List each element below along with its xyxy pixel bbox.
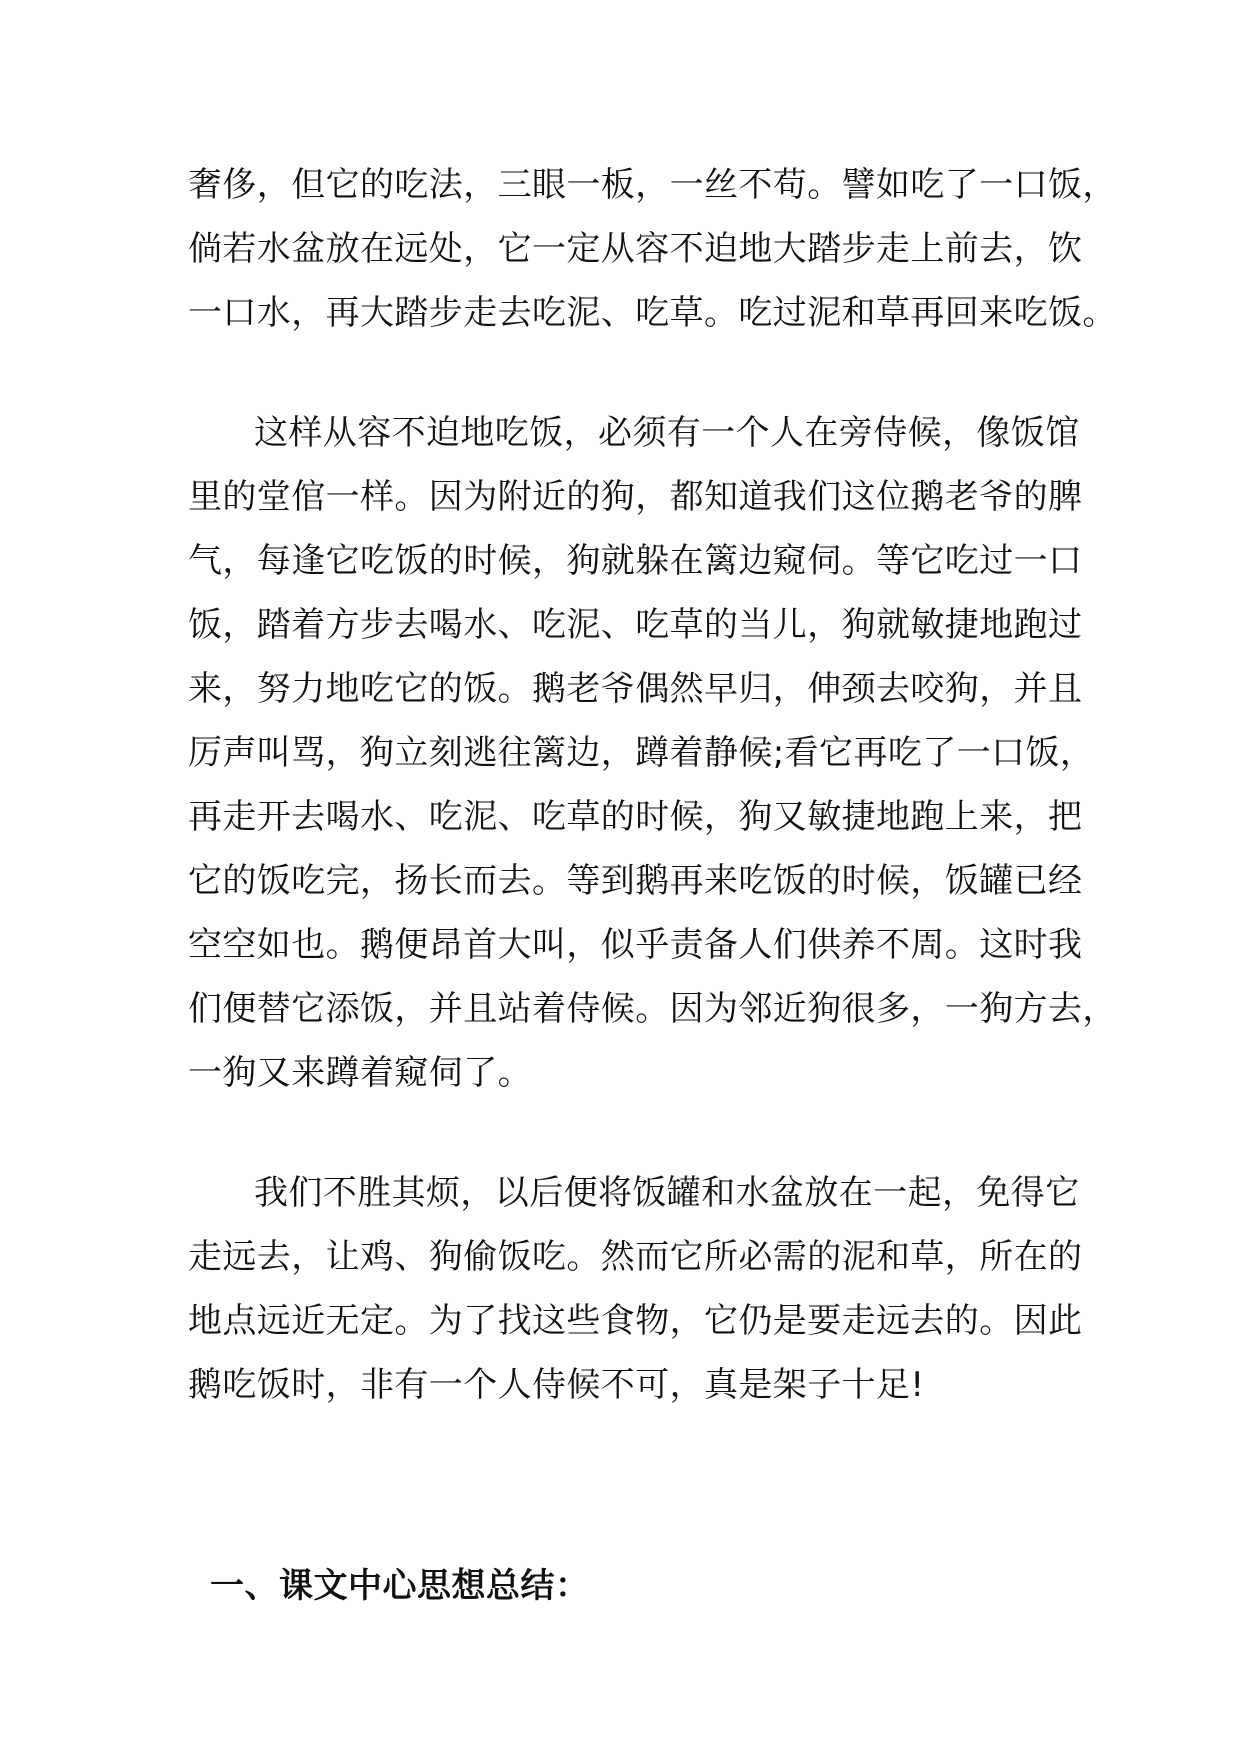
paragraph-3-line-2: 走远去，让鸡、狗偷饭吃。然而它所必需的泥和草，所在的 [188,1237,1083,1277]
paragraph-3-line-1: 我们不胜其烦，以后便将饭罐和水盆放在一起，免得它 [254,1173,1080,1213]
paragraph-1-line-3: 一口水，再大踏步走去吃泥、吃草。吃过泥和草再回来吃饭。 [188,293,1117,333]
paragraph-2-line-4: 饭，踏着方步去喝水、吃泥、吃草的当儿，狗就敏捷地跑过 [188,605,1083,645]
paragraph-2-line-6: 厉声叫骂，狗立刻逃往篱边，蹲着静候;看它再吃了一口饭， [188,733,1095,773]
paragraph-1-line-2: 倘若水盆放在远处，它一定从容不迫地大踏步走上前去，饮 [188,229,1083,269]
paragraph-2-line-10: 们便替它添饭，并且站着侍候。因为邻近狗很多，一狗方去， [188,989,1117,1029]
paragraph-2-line-2: 里的堂倌一样。因为附近的狗，都知道我们这位鹅老爷的脾 [188,477,1083,517]
paragraph-3-line-3: 地点远近无定。为了找这些食物，它仍是要走远去的。因此 [188,1301,1083,1341]
paragraph-2-line-1: 这样从容不迫地吃饭，必须有一个人在旁侍候，像饭馆 [254,413,1080,453]
section-heading: 一、课文中心思想总结： [210,1566,590,1606]
paragraph-2-line-11: 一狗又来蹲着窥伺了。 [188,1053,532,1093]
paragraph-1-line-1: 奢侈，但它的吃法，三眼一板，一丝不苟。譬如吃了一口饭， [188,165,1117,205]
paragraph-2-line-9: 空空如也。鹅便昂首大叫，似乎责备人们供养不周。这时我 [188,925,1083,965]
paragraph-3-line-4: 鹅吃饭时，非有一个人侍候不可，真是架子十足! [188,1365,925,1405]
paragraph-2-line-5: 来，努力地吃它的饭。鹅老爷偶然早归，伸颈去咬狗，并且 [188,669,1083,709]
paragraph-2-line-3: 气，每逢它吃饭的时候，狗就躲在篱边窥伺。等它吃过一口 [188,541,1083,581]
paragraph-2-line-8: 它的饭吃完，扬长而去。等到鹅再来吃饭的时候，饭罐已经 [188,861,1083,901]
paragraph-2-line-7: 再走开去喝水、吃泥、吃草的时候，狗又敏捷地跑上来，把 [188,797,1083,837]
